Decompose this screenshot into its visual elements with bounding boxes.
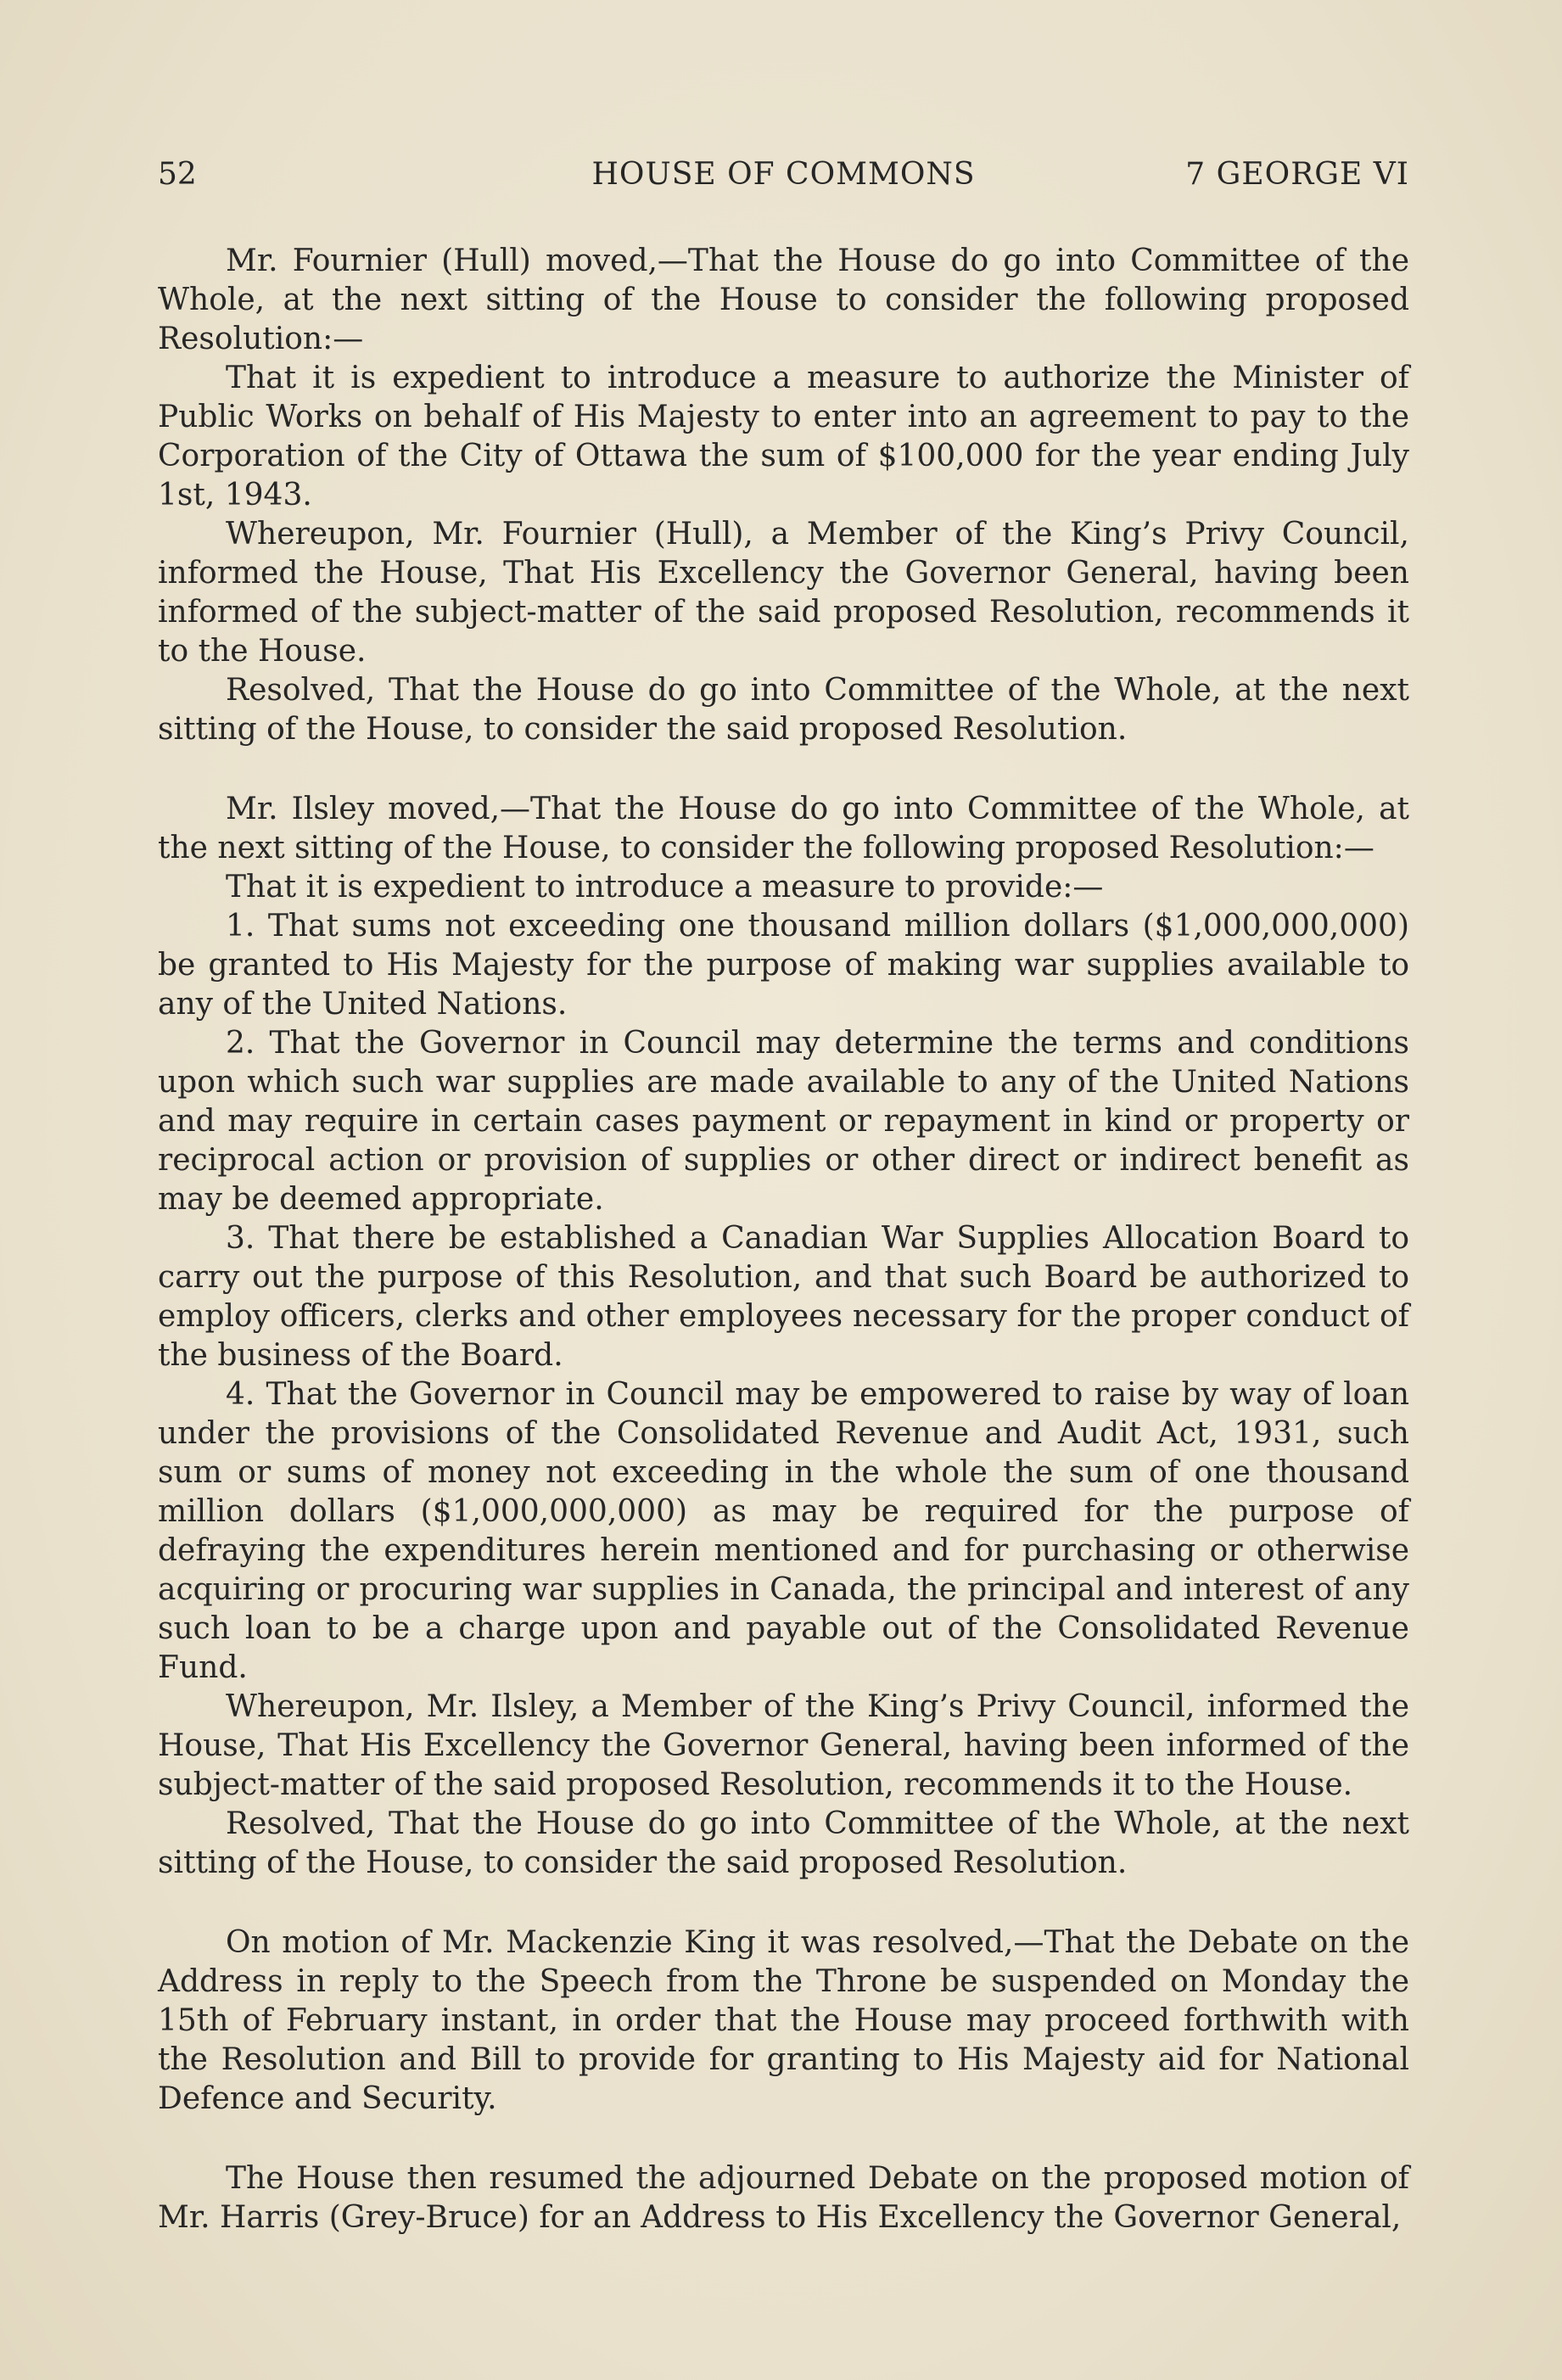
regnal-year: 7 GEORGE VI [1185,157,1409,192]
paragraph-ilsley-recommendation: Whereupon, Mr. Ilsley, a Member of the King’s Privy Council, informed the House, That His Excellency the Governor General, having been informed of the subject-matter of the said proposed Resolution, recommends it to the House. [158,1689,1409,1802]
page-header [158,151,1409,199]
paragraph-ilsley-item-4: 4. That the Governor in Council may be empowered to raise by way of loan under the provisions of the Consolidated Revenue and Audit Act, 1931, such sum or sums of money not exceeding in the whole the sum of one thousand million dollars ($1,000,000,000) as may be required for the purpose of defraying the expenditures herein mentioned and for purchasing or otherwise acquiring or procuring war supplies in Canada, the principal and interest of any such loan to be a charge upon and payable out of the Consolidated Revenue Fund. [158,1377,1409,1685]
page-number: 52 [158,157,197,192]
paragraph-fournier-motion: Mr. Fournier (Hull) moved,—That the House do go into Committee of the Whole, at the next sitting of the House to consider the following proposed Resolution:— [158,244,1409,356]
paragraph-ilsley-item-2: 2. That the Governor in Council may determine the terms and conditions upon which such war supplies are made available to any of the United Nations and may require in certain cases payment or repayment in kind or property or reciprocal action or provision of supplies or other direct or indirect benefit as may be deemed appropriate. [158,1026,1409,1217]
paragraph-ilsley-resolved: Resolved, That the House do go into Committee of the Whole, at the next sitting of the House, to consider the said proposed Resolution. [158,1806,1409,1880]
paragraph-fournier-resolved: Resolved, That the House do go into Committee of the Whole, at the next sitting of the House, to consider the said proposed Resolution. [158,673,1409,747]
paragraph-ilsley-intro: That it is expedient to introduce a measure to provide:— [226,870,1104,904]
page-body [158,242,1409,2237]
paragraph-fournier-recommendation: Whereupon, Mr. Fournier (Hull), a Member of the King’s Privy Council, informed the House, That His Excellency the Governor General, having been informed of the subject-matter of the said proposed Resolution, recommends it to the House. [158,517,1409,669]
paragraph-ilsley-item-1: 1. That sums not exceeding one thousand million dollars ($1,000,000,000) be granted to His Majesty for the purpose of making war supplies available to any of the United Nations. [158,909,1409,1022]
paragraph-ilsley-motion: Mr. Ilsley moved,—That the House do go into Committee of the Whole, at the next sitting of the House, to consider the following proposed Resolution:— [158,792,1409,865]
paragraph-ilsley-item-3: 3. That there be established a Canadian War Supplies Allocation Board to carry out the purpose of this Resolution, and that such Board be authorized to employ officers, clerks and other employees necessary for the proper conduct of the business of the Board. [158,1221,1409,1373]
paragraph-mackenzie-king-motion: On motion of Mr. Mackenzie King it was resolved,—That the Debate on the Address in reply to the Speech from the Throne be suspended on Monday the 15th of February instant, in order that the House may proceed forthwith with the Resolution and Bill to provide for granting to His Majesty aid for National Defence and Security. [158,1925,1409,2116]
running-title: HOUSE OF COMMONS [591,157,976,192]
paragraph-adjourned-debate: The House then resumed the adjourned Debate on the proposed motion of Mr. Harris (Grey-Bruce) for an Address to His Excellency the Governor General, [158,2161,1409,2235]
paragraph-fournier-resolution: That it is expedient to introduce a measure to authorize the Minister of Public Works on behalf of His Majesty to enter into an agreement to pay to the Corporation of the City of Ottawa the sum of $100,000 for the year ending July 1st, 1943. [158,361,1409,512]
